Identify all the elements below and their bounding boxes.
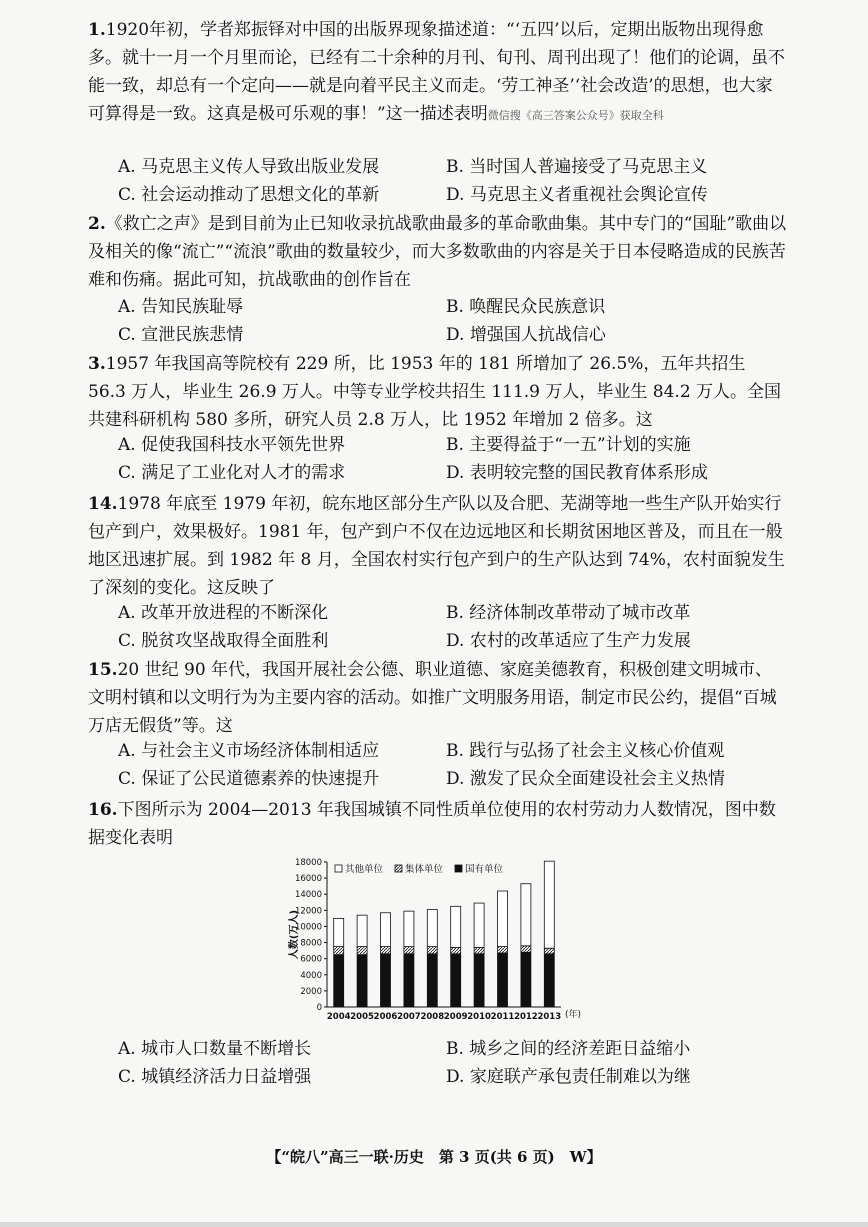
legend-swatch	[395, 865, 402, 872]
bar-segment-2005	[357, 955, 367, 1007]
bar-segment-2004	[334, 947, 344, 955]
option-16C[interactable]: C. 城镇经济活力日益增强	[118, 1067, 312, 1087]
y-tick-label: 8000	[300, 938, 322, 949]
bar-segment-2013	[544, 954, 554, 1007]
option-14A[interactable]: A. 改革开放进程的不断深化	[118, 603, 329, 623]
bar-segment-2010	[474, 947, 484, 953]
bar-segment-2006	[381, 947, 391, 954]
option-16B[interactable]: B. 城乡之间的经济差距日益缩小	[446, 1039, 691, 1059]
legend-label: 集体单位	[405, 864, 444, 875]
option-1C[interactable]: C. 社会运动推动了思想文化的革新	[118, 185, 380, 205]
y-tick-label: 2000	[300, 986, 322, 997]
option-15A[interactable]: A. 与社会主义市场经济体制相适应	[118, 741, 380, 761]
page-edge	[0, 1222, 868, 1227]
bar-segment-2005	[357, 915, 367, 946]
bar-segment-2009	[451, 906, 461, 947]
legend-label: 其他单位	[345, 864, 384, 875]
option-1D[interactable]: D. 马克思主义者重视社会舆论宣传	[446, 185, 708, 205]
bar-segment-2011	[498, 947, 508, 953]
bar-segment-2007	[404, 911, 414, 946]
bar-segment-2010	[474, 903, 484, 947]
option-3D[interactable]: D. 表明较完整的国民教育体系形成	[446, 463, 708, 483]
y-tick-label: 10000	[294, 922, 322, 933]
question-text: 20 世纪 90 年代，我国开展社会公德、职业道德、家庭美德教育，积极创建文明城市、文明村镇和以文明行为为主要内容的活动。如推广文明服务用语，制定市民公约，提倡“百城万店无假货”等。这	[88, 660, 777, 736]
bar-segment-2008	[427, 947, 437, 954]
bar-segment-2012	[521, 952, 531, 1007]
x-tick-label: 2010	[467, 1012, 491, 1022]
question-16	[88, 796, 788, 852]
watermark-text: 微信搜《高三答案公众号》获取全科	[487, 109, 664, 122]
bar-segment-2006	[381, 954, 391, 1007]
bar-segment-2007	[404, 947, 414, 954]
stacked-bar-chart	[285, 852, 605, 1027]
question-text: 1957 年我国高等院校有 229 所，比 1953 年的 181 所增加了 26.5%，五年共招生 56.3 万人，毕业生 26.9 万人。中等专业学校共招生 111.9 万人，毕业生 84.2 万人。全国共建科研机构 580 多所，研究人员 2.8 万人，比 1952 年增加 2 倍多。这	[88, 354, 782, 430]
y-tick-label: 18000	[294, 858, 322, 868]
bar-segment-2005	[357, 947, 367, 955]
option-3C[interactable]: C. 满足了工业化对人才的需求	[118, 463, 346, 483]
y-tick-label: 4000	[300, 970, 322, 981]
option-2A[interactable]: A. 告知民族耻辱	[118, 297, 244, 317]
option-3A[interactable]: A. 促使我国科技水平领先世界	[118, 435, 346, 455]
question-number: 1.	[88, 20, 106, 40]
option-3B[interactable]: B. 主要得益于“一五”计划的实施	[446, 435, 691, 455]
bar-segment-2007	[404, 954, 414, 1007]
option-14C[interactable]: C. 脱贫攻坚战取得全面胜利	[118, 631, 329, 651]
page-footer: 【“皖八”高三一联·历史 第 3 页(共 6 页) W】	[266, 1148, 602, 1166]
x-tick-label: 2012	[514, 1012, 538, 1022]
bar-segment-2011	[498, 953, 508, 1007]
y-tick-label: 6000	[300, 954, 322, 965]
legend-label: 国有单位	[465, 864, 504, 875]
option-2B[interactable]: B. 唤醒民众民族意识	[446, 297, 606, 317]
question-number: 15.	[88, 660, 118, 680]
question-text: 下图所示为 2004—2013 年我国城镇不同性质单位使用的农村劳动力人数情况，图中数据变化表明	[88, 800, 776, 848]
option-16A[interactable]: A. 城市人口数量不断增长	[118, 1039, 312, 1059]
bar-segment-2010	[474, 954, 484, 1007]
bar-segment-2011	[498, 891, 508, 947]
question-number: 14.	[88, 494, 118, 514]
bar-segment-2008	[427, 910, 437, 947]
bar-segment-2009	[451, 954, 461, 1007]
bar-segment-2013	[544, 948, 554, 954]
question-number: 16.	[88, 800, 118, 820]
question-text: 《救亡之声》是到目前为止已知收录抗战歌曲最多的革命歌曲集。其中专门的“国耻”歌曲以及相关的像“流亡”“流浪”歌曲的数量较少，而大多数歌曲的内容是关于日本侵略造成的民族苦难和伤痛。据此可知，抗战歌曲的创作旨在	[88, 214, 787, 290]
question-14	[88, 490, 788, 602]
option-14D[interactable]: D. 农村的改革适应了生产力发展	[446, 631, 691, 651]
question-text: 1920年初，学者郑振铎对中国的出版界现象描述道：“‘五四’以后，定期出版物出现得愈多。就十一月一个月里而论，已经有二十余种的月刊、旬刊、周刊出现了！他们的论调，虽不能一致，却总有一个定向——就是向着平民主义而走。‘劳工神圣’‘社会改造’的思想，也大家可算得是一致。这真是极可乐观的事！”这一描述表明	[88, 20, 785, 124]
bar-segment-2004	[334, 918, 344, 946]
question-number: 3.	[88, 354, 106, 374]
option-2D[interactable]: D. 增强国人抗战信心	[446, 325, 606, 345]
question-text: 1978 年底至 1979 年初，皖东地区部分生产队以及合肥、芜湖等地一些生产队开始实行包产到户，效果极好。1981 年，包产到户不仅在边远地区和长期贫困地区普及，而且在一般地区迅速扩展。到 1982 年 8 月，全国农村实行包产到户的生产队达到 74%，农村面貌发生了深刻的变化。这反映了	[88, 494, 785, 598]
legend-swatch	[455, 865, 462, 872]
x-tick-label: 2007	[397, 1012, 421, 1022]
y-tick-label: 12000	[294, 906, 322, 917]
option-2C[interactable]: C. 宣泄民族悲情	[118, 325, 244, 345]
bar-segment-2006	[381, 913, 391, 947]
x-tick-label: 2004	[326, 1012, 351, 1022]
bar-segment-2013	[544, 861, 554, 948]
option-1B[interactable]: B. 当时国人普遍接受了马克思主义	[446, 157, 708, 177]
bar-segment-2004	[334, 955, 344, 1007]
x-tick-label: 2009	[443, 1012, 468, 1022]
option-16D[interactable]: D. 家庭联产承包责任制难以为继	[446, 1067, 691, 1087]
y-axis-label: 人数(万人)	[289, 909, 300, 960]
x-tick-label: 2013	[537, 1012, 562, 1022]
option-15B[interactable]: B. 践行与弘扬了社会主义核心价值观	[446, 741, 725, 761]
bar-segment-2009	[451, 947, 461, 953]
option-1A[interactable]: A. 马克思主义传人导致出版业发展	[118, 157, 380, 177]
question-number: 2.	[88, 214, 106, 234]
x-tick-label: 2011	[490, 1012, 515, 1022]
option-15C[interactable]: C. 保证了公民道德素养的快速提升	[118, 769, 380, 789]
option-15D[interactable]: D. 激发了民众全面建设社会主义热情	[446, 769, 725, 789]
question-2	[88, 210, 788, 294]
bar-segment-2012	[521, 884, 531, 946]
y-tick-label: 0	[316, 1003, 322, 1013]
question-1	[88, 16, 788, 130]
x-tick-label: 2005	[350, 1012, 374, 1022]
question-15	[88, 656, 788, 740]
x-tick-label: 2008	[420, 1012, 445, 1022]
bar-segment-2012	[521, 946, 531, 952]
y-tick-label: 16000	[294, 874, 322, 885]
question-3	[88, 350, 788, 434]
y-tick-label: 14000	[294, 890, 322, 901]
x-tick-label: 2006	[373, 1012, 398, 1022]
option-14B[interactable]: B. 经济体制改革带动了城市改革	[446, 603, 691, 623]
legend-swatch	[335, 865, 342, 872]
bar-segment-2008	[427, 954, 437, 1007]
x-axis-unit: (年)	[565, 1010, 582, 1020]
